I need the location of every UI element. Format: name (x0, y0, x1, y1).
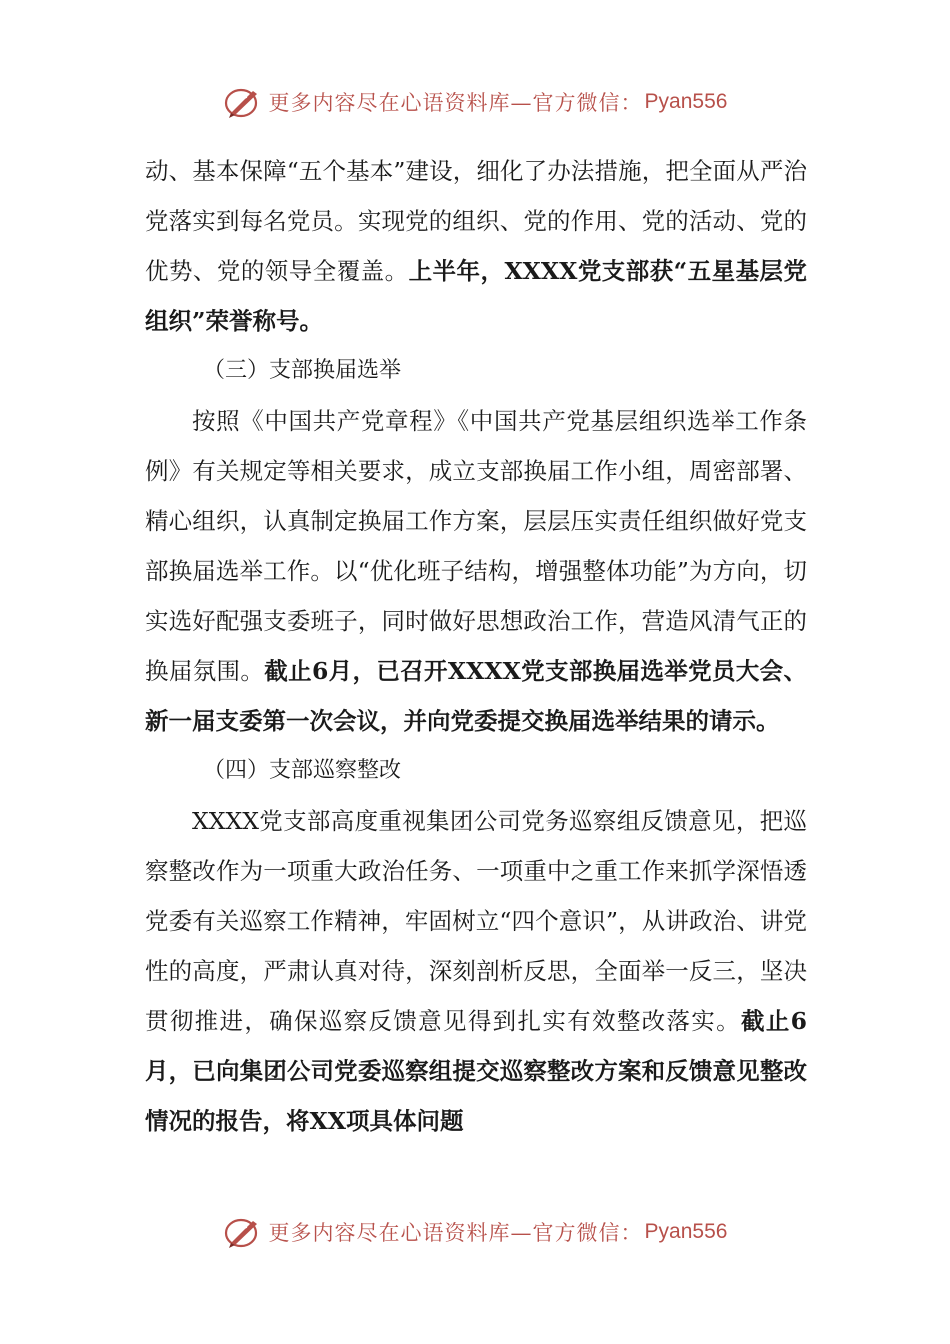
watermark-header (0, 82, 950, 122)
paragraph-3 (145, 796, 807, 1146)
section-heading-3: （三）支部换届选举 (203, 358, 402, 383)
paragraph-2-text: 按照《中国共产党章程》《中国共产党基层组织选举工作条例》有关规定等相关要求，成立支部换届工作小组，周密部署、精心组织，认真制定换届工作方案，层层压实责任组织做好党支部换届选举工作。以“优化班子结构，增强整体功能”为方向，切实选好配强支委班子，同时做好思想政治工作，营造风清气正的换届氛围。 (145, 407, 807, 685)
paragraph-1-bold: 上半年，XXXX党支部获“五星基层党组织”荣誉称号。 (145, 257, 808, 335)
watermark-wechat-id: Pyan556 (644, 90, 728, 113)
section-heading-4: （四）支部巡察整改 (203, 758, 402, 783)
watermark-footer (0, 1212, 950, 1252)
paragraph-1 (145, 146, 807, 346)
pen-logo-icon (223, 85, 263, 119)
paragraph-2 (145, 396, 807, 746)
paragraph-1-text: 动、基本保障“五个基本”建设，细化了办法措施，把全面从严治党落实到每名党员。实现党的组织、党的作用、党的活动、党的优势、党的领导全覆盖。 (145, 157, 807, 285)
paragraph-3-bold: 截止6月，已向集团公司党委巡察组提交巡察整改方案和反馈意见整改情况的报告，将XX项具体问题 (145, 1007, 808, 1135)
paragraph-3-text: XXXX党支部高度重视集团公司党务巡察组反馈意见，把巡察整改作为一项重大政治任务、一项重中之重工作来抓学深悟透党委有关巡察工作精神，牢固树立“四个意识”，从讲政治、讲党性的高度，严肃认真对待，深刻剖析反思，全面举一反三，坚决贯彻推进，确保巡察反馈意见得到扎实有效整改落实。 (145, 807, 807, 1035)
watermark-text: 更多内容尽在心语资料库—官方微信： (268, 91, 643, 115)
document-body (145, 146, 807, 1146)
paragraph-2-bold: 截止6月，已召开XXXX党支部换届选举党员大会、新一届支委第一次会议，并向党委提交换届选举结果的请示。 (145, 657, 807, 735)
watermark-wechat-id: Pyan556 (644, 1220, 728, 1243)
pen-logo-icon (223, 1215, 263, 1249)
watermark-text: 更多内容尽在心语资料库—官方微信： (268, 1221, 643, 1245)
